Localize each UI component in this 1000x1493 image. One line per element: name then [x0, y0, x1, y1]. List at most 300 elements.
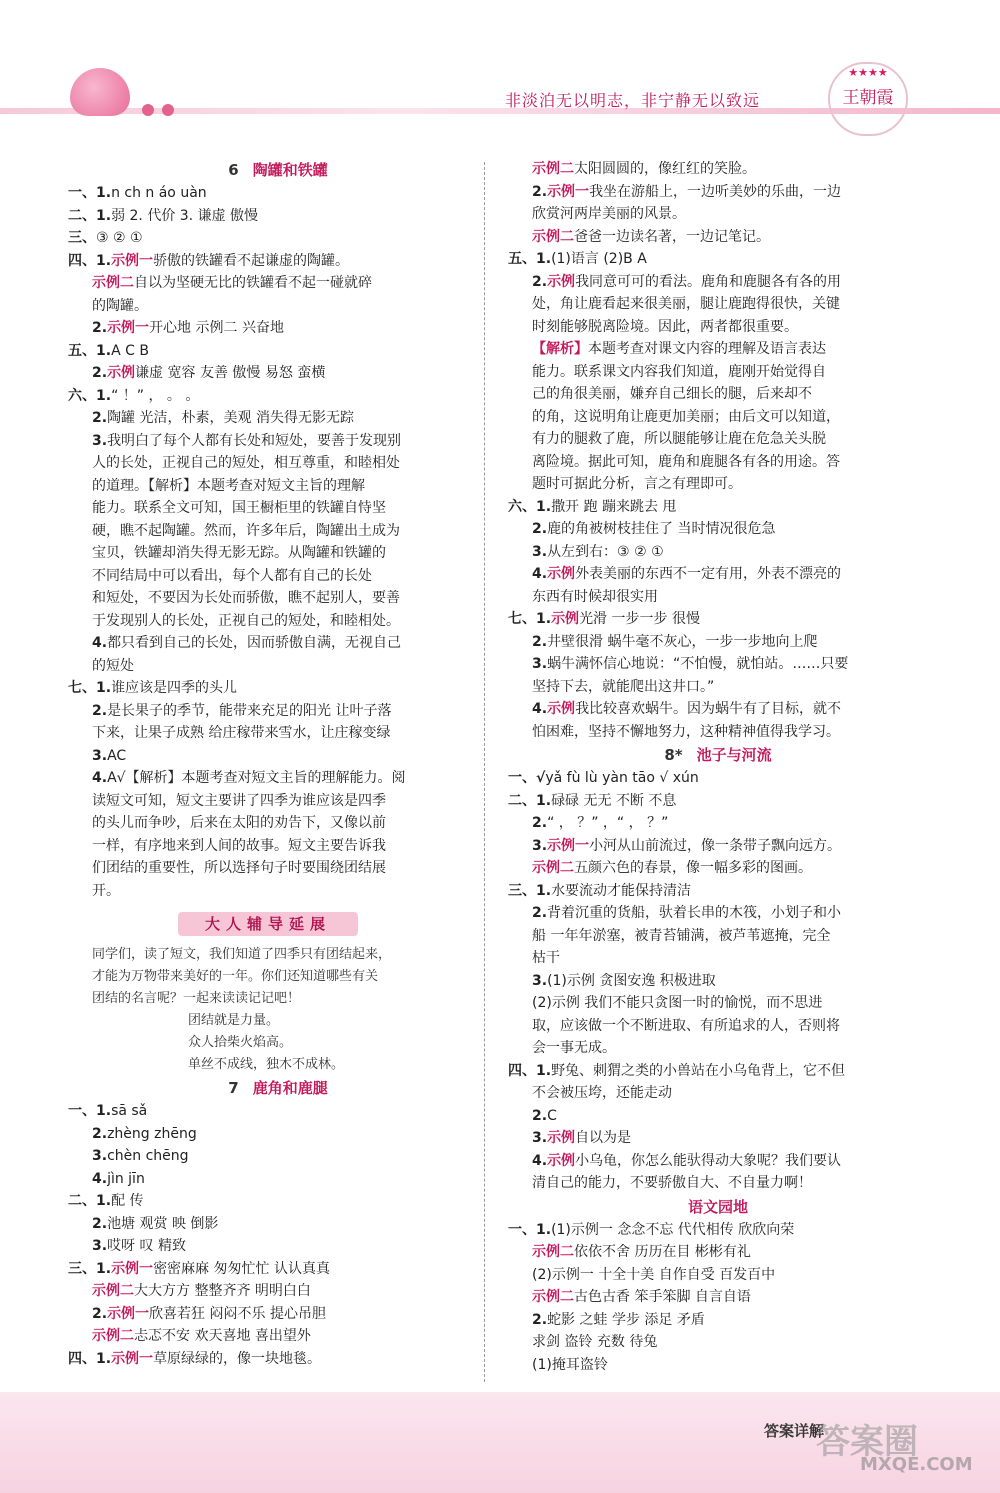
answer-text: 题时可据此分析，言之有理即可。	[532, 476, 742, 492]
answer-marker: 2.	[532, 1107, 548, 1124]
guidance-note	[68, 988, 488, 1010]
answer-marker: 2.	[92, 320, 108, 336]
section-name: 陶罐和铁罐	[252, 161, 328, 179]
answer-text: 取，应该做一个不断进取、有所追求的人，否则将	[532, 1017, 840, 1034]
answer-line	[68, 722, 488, 745]
answer-line	[508, 902, 928, 925]
answer-text: (1)示例一 念念不忘 代代相传 欣欣向荣	[551, 1221, 795, 1238]
example-tag: 示例一	[107, 1305, 150, 1322]
example-tag: 示例一	[547, 183, 590, 200]
answer-text: (1)示例 贪图安逸 积极进取	[547, 972, 716, 989]
answer-line	[508, 451, 928, 474]
note-text: 同学们，读了短文，我们知道了四季只有团结起来，	[92, 947, 392, 962]
answer-line	[68, 520, 488, 543]
answer-text: 的短处	[92, 657, 134, 674]
answer-line	[508, 428, 928, 451]
answer-line	[508, 1105, 928, 1128]
note-text: 单丝不成线，独木不成林。	[188, 1057, 345, 1072]
answer-line	[68, 677, 488, 700]
answer-text: 井壁很滑 蜗牛毫不灰心，一步一步地向上爬	[547, 633, 818, 650]
answer-text: 船 一年年淤塞，被青苔铺满，被芦苇遮掩，完全	[532, 927, 831, 944]
answer-text: 欣喜若狂 闷闷不乐 提心吊胆	[149, 1305, 326, 1322]
answer-text: 撒开 跑 蹦来跳去 甩	[551, 498, 677, 515]
answer-line	[68, 700, 488, 723]
answer-text: 爸爸一边读名著，一边记笔记。	[574, 228, 770, 245]
page-header	[0, 0, 1000, 140]
answer-text: 有力的腿救了鹿，所以腿能够让鹿在危急关头脱	[532, 431, 826, 447]
answer-line	[508, 1286, 928, 1309]
note-text: 众人拾柴火焰高。	[188, 1035, 293, 1050]
answer-line	[68, 497, 488, 520]
answer-marker: 一、1.	[68, 1103, 112, 1119]
answer-text: 开心地 示例二 兴奋地	[149, 320, 284, 336]
answer-line	[508, 496, 928, 519]
example-tag: 示例	[547, 566, 576, 582]
answer-marker: 2.	[92, 1215, 108, 1232]
answer-line	[508, 1037, 928, 1060]
answer-text: 古色古香 笨手笨脚 自言自语	[574, 1289, 751, 1305]
answer-line	[508, 653, 928, 676]
answer-line	[68, 250, 488, 273]
section-title	[68, 1076, 488, 1100]
answer-text: 求剑 盗铃 充数 待兔	[532, 1334, 658, 1350]
answer-text: 草原绿绿的，像一块地毯。	[153, 1350, 322, 1367]
answer-marker: 四、1.	[508, 1062, 552, 1079]
answer-text: ③ ② ①	[96, 230, 143, 246]
answer-marker: 三、	[68, 230, 96, 246]
guidance-title: 大人辅导延展	[204, 915, 331, 933]
answer-text: 谦虚 宽容 友善 傲慢 易怒 蛮横	[135, 365, 326, 381]
answer-text: 光滑 一步一步 很慢	[579, 611, 700, 627]
note-text: 团结就是力量。	[188, 1013, 280, 1028]
answer-line	[508, 631, 928, 654]
answer-line	[508, 1082, 928, 1105]
answer-line	[508, 248, 928, 271]
answer-text: 配 传	[111, 1193, 144, 1209]
example-tag: 示例一	[111, 252, 154, 269]
section-number: 7	[228, 1079, 239, 1097]
answer-line	[508, 338, 928, 361]
answer-marker: 3.	[532, 656, 548, 672]
answer-text: 一样，有序地来到人间的故事。短文主要告诉我	[92, 837, 386, 854]
section-name: 鹿角和鹿腿	[252, 1079, 328, 1097]
answer-marker: 4.	[92, 635, 108, 651]
example-tag: 示例	[547, 1130, 576, 1146]
answer-text: 坚持下去，就能爬出这井口。”	[532, 678, 715, 695]
answer-marker: 2.	[532, 273, 548, 290]
answer-line	[508, 406, 928, 429]
guidance-note	[68, 1054, 488, 1076]
answer-line	[68, 452, 488, 475]
answer-marker: 七、1.	[508, 611, 552, 627]
brand-logo	[828, 62, 908, 136]
example-tag: 示例一	[111, 1260, 154, 1277]
answer-text: A C B	[111, 342, 149, 359]
answer-marker: 三、1.	[68, 1260, 112, 1277]
answer-line	[68, 655, 488, 678]
answer-text: (1)语言 (2)B A	[551, 251, 647, 267]
watermark-url: MXQE.COM	[860, 1454, 973, 1475]
answer-text: (1)掩耳盗铃	[532, 1356, 608, 1373]
answer-line	[68, 1303, 488, 1326]
answer-marker: 六、1.	[508, 498, 552, 515]
answer-marker: 3.	[532, 972, 548, 989]
answer-line	[68, 1190, 488, 1213]
answer-text: 不同结局中可以看出，每个人都有自己的长处	[92, 567, 372, 584]
answer-marker: 2.	[532, 905, 548, 921]
example-tag: 示例	[547, 1152, 576, 1169]
answer-line	[508, 181, 928, 204]
answer-text: 都只看到自己的长处，因而骄傲自满，无视自己	[107, 635, 402, 651]
dot-icon	[142, 104, 154, 116]
answer-marker: 3.	[532, 1130, 548, 1146]
answer-line	[68, 430, 488, 453]
answer-line	[68, 565, 488, 588]
answer-label: 答案详解	[764, 1422, 825, 1440]
example-tag: 示例	[547, 273, 576, 290]
answer-text: 弱 2. 代价 3. 谦虚 傲慢	[111, 207, 259, 224]
answer-text: 本题考查对课文内容的理解及语言表达	[588, 341, 826, 357]
answer-text: (2)示例一 十全十美 自作自受 百发百中	[532, 1266, 776, 1283]
answer-marker: 四、1.	[68, 252, 112, 269]
answer-line	[68, 880, 488, 903]
answer-text: AC	[107, 747, 127, 764]
example-tag: 示例二	[92, 1283, 134, 1299]
answer-line	[68, 317, 488, 340]
answer-text: 五颜六色的春景，像一幅多彩的图画。	[574, 860, 812, 876]
answer-line	[508, 1241, 928, 1264]
answer-text: 怕困难，坚持不懈地努力，这种精神值得我学习。	[532, 723, 840, 740]
answer-text: 的道理。【解析】本题考查对短文主旨的理解	[92, 477, 365, 494]
answer-marker: 2.	[532, 521, 548, 537]
answer-text: sā sǎ	[111, 1103, 148, 1119]
answer-text: 清自己的能力，不要骄傲自大、不自量力啊！	[532, 1175, 812, 1191]
answer-marker: 四、1.	[68, 1350, 112, 1367]
answer-marker: 3.	[92, 432, 108, 449]
answer-text: 己的角很美丽，嫌弃自己细长的腿，后来却不	[532, 386, 812, 402]
answer-line	[508, 992, 928, 1015]
answer-line	[508, 293, 928, 316]
answer-line	[68, 340, 488, 363]
answer-text: 枯干	[532, 950, 560, 966]
section-number: 8*	[664, 746, 683, 764]
motto: 非淡泊无以明志，非宁静无以致远	[505, 91, 761, 110]
example-tag: 示例二	[532, 860, 574, 876]
answer-marker: 一、√	[508, 770, 546, 786]
answer-text: 的陶罐。	[92, 297, 148, 314]
answer-line	[68, 610, 488, 633]
answer-text: 忐忑不安 欢天喜地 喜出望外	[134, 1328, 311, 1344]
example-tag: 示例一	[107, 320, 150, 336]
answer-line	[508, 676, 928, 699]
section-title	[508, 743, 928, 767]
answer-text: jìn jīn	[107, 1170, 145, 1187]
answer-text: 依依不舍 历历在目 彬彬有礼	[574, 1244, 751, 1260]
example-tag: 【解析】	[532, 341, 588, 357]
answer-line	[508, 1015, 928, 1038]
answer-marker: 二、1.	[508, 792, 552, 809]
answer-text: 时刻能够脱离险境。因此，两者都很重要。	[532, 318, 798, 335]
guidance-note	[68, 944, 488, 966]
example-tag: 示例	[547, 701, 576, 717]
answer-line	[508, 1354, 928, 1377]
answer-marker: 三、1.	[508, 882, 552, 899]
answer-text: 野兔、刺猬之类的小兽站在小乌龟背上，它不但	[551, 1062, 846, 1079]
answer-marker: 一、1.	[68, 185, 112, 201]
answer-line	[508, 473, 928, 496]
answer-line	[508, 608, 928, 631]
answer-text: “ ， ？” ，“ ， ？”	[547, 815, 669, 831]
answer-text: yǎ fù lù yàn tāo √ xún	[545, 770, 699, 786]
answer-text: chèn chēng	[107, 1148, 189, 1164]
answer-text: 的角，这说明角让鹿更加美丽；由后文可以知道，	[532, 408, 840, 425]
answer-line	[68, 745, 488, 768]
answer-line	[508, 1264, 928, 1287]
note-text: 团结的名言呢？一起来读读记记吧！	[92, 991, 301, 1006]
answer-text: 从左到右：③ ② ①	[547, 543, 664, 560]
answer-line	[508, 1127, 928, 1150]
answer-line	[508, 790, 928, 813]
watermark-logo: 答案圈	[816, 1422, 918, 1462]
answer-text: 自以为坚硬无比的铁罐看不起一碰就碎	[134, 275, 372, 291]
dot-icon	[162, 104, 174, 116]
answer-text: 骄傲的铁罐看不起谦虚的陶罐。	[153, 252, 350, 269]
answer-text: 密密麻麻 匆匆忙忙 认认真真	[153, 1260, 330, 1277]
answer-marker: 2.	[92, 1125, 108, 1142]
answer-text: zhèng zhēng	[107, 1125, 197, 1142]
example-tag: 示例二	[92, 1328, 134, 1344]
answer-line	[508, 1172, 928, 1195]
answer-text: 离险境。据此可知，鹿角和鹿腿各有各的用途。答	[532, 453, 840, 470]
answer-line	[508, 880, 928, 903]
answer-text: 碌碌 无无 不断 不息	[551, 792, 677, 809]
answer-marker: 2.	[92, 1305, 108, 1322]
answer-marker: 4.	[92, 770, 108, 786]
answer-marker: 五、1.	[508, 251, 552, 267]
answer-line	[508, 1219, 928, 1242]
answer-text: 小乌龟，你怎么能驮得动大象呢？我们要认	[575, 1152, 842, 1169]
answer-line	[68, 385, 488, 408]
answer-text: 太阳圆圆的，像红红的笑脸。	[574, 161, 756, 177]
stars-icon: ★★★★	[848, 66, 888, 79]
answer-marker: 4.	[532, 701, 548, 717]
answer-line	[68, 542, 488, 565]
answer-marker: 2.	[532, 183, 548, 200]
answer-line	[68, 1168, 488, 1191]
answer-text: 鹿的角被树枝挂住了 当时情况很危急	[547, 521, 776, 537]
answer-line	[508, 563, 928, 586]
answer-line	[68, 407, 488, 430]
answer-text: 我明白了每个人都有长处和短处，要善于发现别	[107, 432, 402, 449]
answer-line	[508, 1331, 928, 1354]
answer-line	[508, 518, 928, 541]
answer-text: 会一事无成。	[532, 1040, 616, 1056]
answer-text: 我坐在游船上，一边听美妙的乐曲，一边	[589, 183, 842, 200]
example-tag: 示例二	[532, 1289, 574, 1305]
answer-line	[508, 541, 928, 564]
answer-line	[508, 857, 928, 880]
answer-marker: 2.	[532, 1311, 548, 1328]
answer-line	[68, 1145, 488, 1168]
answer-text: 蜗牛满怀信心地说：“不怕慢，就怕站。……只要	[547, 656, 849, 672]
answer-marker: 4.	[532, 566, 548, 582]
answer-text: 自以为是	[575, 1130, 632, 1146]
answer-line	[68, 272, 488, 295]
answer-line	[68, 182, 488, 205]
answer-line	[508, 1060, 928, 1083]
answer-line	[508, 271, 928, 294]
answer-text: 哎呀 叹 精致	[107, 1238, 186, 1254]
answer-marker: 二、1.	[68, 1193, 112, 1209]
answer-text: 硬，瞧不起陶罐。然而，许多年后，陶罐出土成为	[92, 522, 400, 539]
answer-line	[508, 767, 928, 790]
answer-text: 处，角让鹿看起来很美丽，腿让鹿跑得很快，关键	[532, 296, 840, 312]
answer-marker: 4.	[532, 1152, 548, 1169]
answer-line	[68, 835, 488, 858]
answer-text: 的头儿而争吵，后来在太阳的劝告下，又像以前	[92, 815, 386, 831]
example-tag: 示例二	[532, 228, 574, 245]
answer-line	[508, 698, 928, 721]
answer-text: C	[547, 1107, 557, 1124]
answer-marker: 2.	[92, 365, 108, 381]
answer-line	[508, 158, 928, 181]
guidance-note	[68, 1032, 488, 1054]
example-tag: 示例二	[532, 161, 574, 177]
answer-line	[508, 383, 928, 406]
answer-line	[508, 226, 928, 249]
answer-text: 陶罐 光洁，朴素，美观 消失得无影无踪	[107, 410, 354, 426]
note-text: 才能为万物带来美好的一年。你们还知道哪些有关	[92, 969, 379, 984]
answer-line	[68, 767, 488, 790]
answer-text: 读短文可知，短文主要讲了四季为谁应该是四季	[92, 792, 386, 809]
answer-line	[68, 205, 488, 228]
answer-line	[68, 227, 488, 250]
answer-text: 们团结的重要性，所以选择句子时要围绕团结展	[92, 860, 386, 876]
answer-marker: 2.	[92, 410, 108, 426]
answer-text: 东西有时候却很实用	[532, 588, 658, 605]
answer-text: 谁应该是四季的头儿	[111, 680, 238, 696]
mascot-icon	[70, 68, 130, 116]
answer-marker: 2.	[532, 815, 548, 831]
answer-line	[508, 316, 928, 339]
answer-line	[68, 632, 488, 655]
answer-line	[508, 721, 928, 744]
answer-line	[508, 925, 928, 948]
example-tag: 示例	[107, 365, 136, 381]
answer-line	[508, 947, 928, 970]
answer-line	[508, 203, 928, 226]
answer-marker: 3.	[92, 747, 108, 764]
answer-text: 于发现别人的长处，正视自己的短处，和睦相处。	[92, 612, 400, 629]
guidance-box	[68, 908, 488, 940]
left-column	[68, 158, 488, 1370]
answer-line	[68, 475, 488, 498]
answer-line	[68, 295, 488, 318]
example-tag: 示例二	[92, 275, 134, 291]
answer-line	[68, 812, 488, 835]
answer-line	[68, 1213, 488, 1236]
answer-line	[508, 361, 928, 384]
answer-line	[68, 1100, 488, 1123]
answer-text: 水要流动才能保持清洁	[551, 882, 692, 899]
guidance-note	[68, 966, 488, 988]
answer-line	[508, 835, 928, 858]
answer-line	[68, 362, 488, 385]
answer-text: 不会被压垮，还能走动	[532, 1085, 672, 1101]
answer-line	[68, 587, 488, 610]
answer-text: 宝贝，铁罐却消失得无影无踪。从陶罐和铁罐的	[92, 545, 386, 561]
answer-text: 我比较喜欢蜗牛。因为蜗牛有了目标，就不	[575, 701, 842, 717]
answer-text: 外表美丽的东西不一定有用，外表不漂亮的	[575, 566, 842, 582]
answer-text: 背着沉重的货船，驮着长串的木筏，小划子和小	[547, 905, 842, 921]
answer-text: 能力。联系全文可知，国王橱柜里的铁罐自恃坚	[92, 500, 386, 516]
section-number: 6	[228, 161, 239, 179]
answer-text: 蛇影 之蛙 学步 添足 矛盾	[547, 1311, 705, 1328]
answer-marker: 2.	[532, 633, 548, 650]
answer-text: 欣赏河两岸美丽的风景。	[532, 206, 686, 222]
section-name: 池子与河流	[696, 746, 772, 764]
answer-line	[68, 1123, 488, 1146]
answer-marker: 六、1.	[68, 387, 112, 404]
answer-text: 大大方方 整整齐齐 明明白白	[134, 1283, 311, 1299]
guidance-note	[68, 1010, 488, 1032]
example-tag: 示例一	[547, 837, 590, 854]
answer-marker: 4.	[92, 1170, 108, 1187]
answer-marker: 3.	[92, 1238, 108, 1254]
answer-text: A√【解析】本题考查对短文主旨的理解能力。阅	[107, 770, 406, 786]
answer-text: 小河从山前流过，像一条带子飘向远方。	[589, 837, 842, 854]
answer-marker: 3.	[532, 837, 548, 854]
answer-marker: 2.	[92, 702, 108, 719]
answer-text: 人的长处，正视自己的短处，相互尊重，和睦相处	[92, 455, 400, 471]
answer-line	[508, 812, 928, 835]
answer-text: 下来，让果子成熟 给庄稼带来雪水，让庄稼变绿	[92, 725, 391, 741]
answer-text: 能力。联系课文内容我们知道，鹿刚开始觉得自	[532, 363, 826, 380]
answer-line	[508, 1150, 928, 1173]
brand-name: 王朝霞	[842, 88, 894, 108]
answer-line	[68, 790, 488, 813]
example-tag: 示例	[551, 611, 580, 627]
answer-text: “ ！” ， 。 。	[111, 387, 200, 404]
answer-line	[68, 1258, 488, 1281]
answer-text: 是长果子的季节，能带来充足的阳光 让叶子落	[107, 702, 392, 719]
answer-line	[508, 586, 928, 609]
answer-text: n ch n áo uàn	[111, 185, 207, 201]
answer-text: 我同意可可的看法。鹿角和鹿腿各有各的用	[575, 273, 842, 290]
answer-line	[68, 1235, 488, 1258]
example-tag: 示例二	[532, 1244, 574, 1260]
answer-text: 和短处，不要因为长处而骄傲，瞧不起别人，要善	[92, 590, 400, 606]
page-footer	[0, 1392, 1000, 1493]
answer-marker: 3.	[532, 543, 548, 560]
answer-marker: 二、1.	[68, 207, 112, 224]
right-column	[508, 158, 928, 1376]
answer-marker: 五、1.	[68, 342, 112, 359]
section-title	[68, 158, 488, 182]
section-title	[508, 1195, 928, 1219]
example-tag: 示例一	[111, 1350, 154, 1367]
answer-marker: 七、1.	[68, 680, 112, 696]
answer-text: 池塘 观赏 映 倒影	[107, 1215, 219, 1232]
answer-line	[68, 857, 488, 880]
answer-text: 开。	[92, 882, 120, 899]
section-name: 语文园地	[687, 1197, 748, 1216]
answer-line	[68, 1280, 488, 1303]
answer-line	[508, 970, 928, 993]
answer-marker: 一、1.	[508, 1221, 552, 1238]
answer-text: (2)示例 我们不能只贪图一时的愉悦，而不思进	[532, 995, 823, 1011]
answer-line	[508, 1309, 928, 1332]
